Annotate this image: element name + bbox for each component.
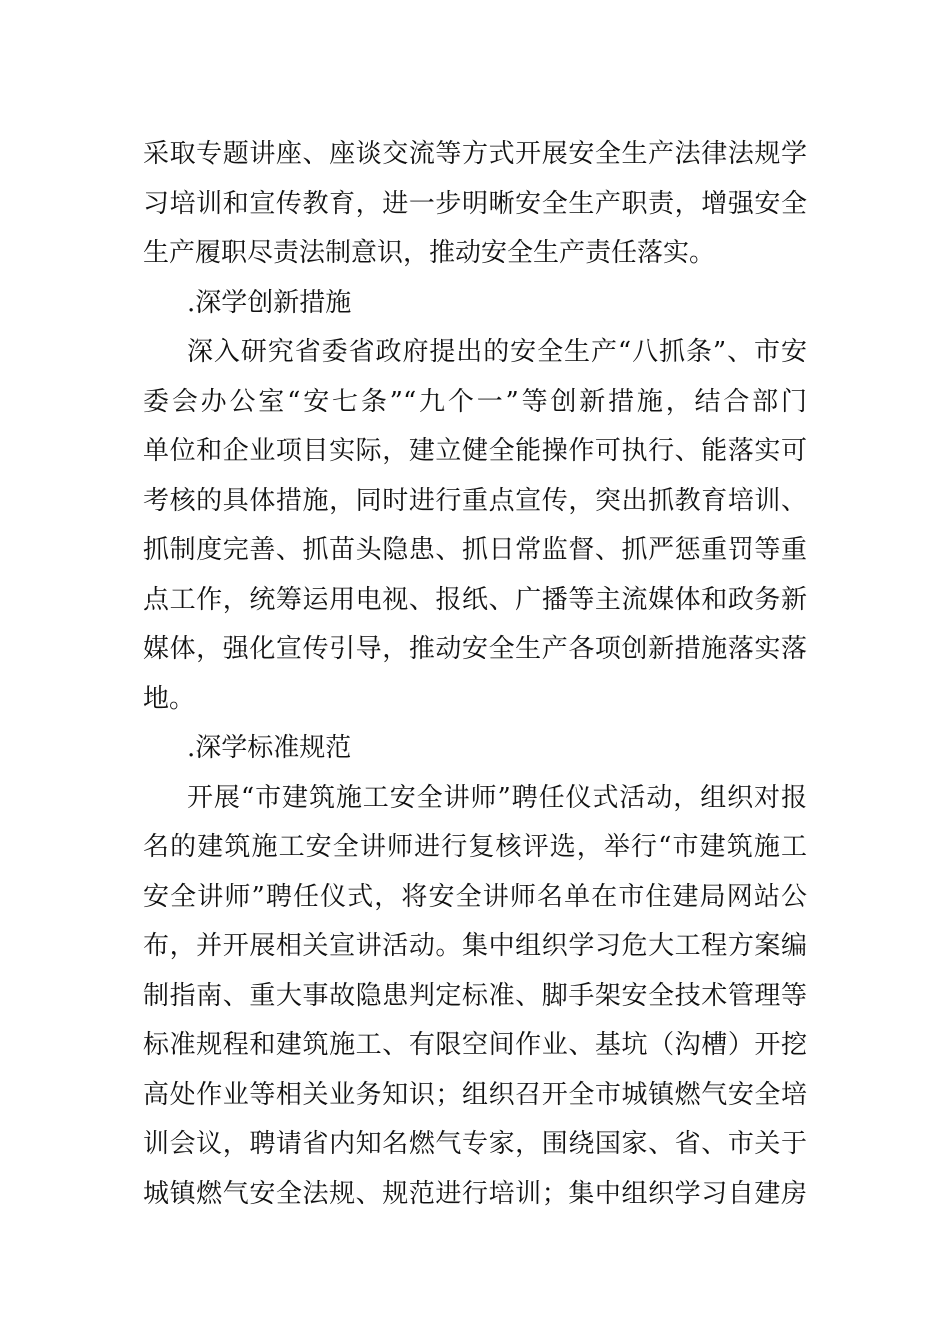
paragraph-line: 布，并开展相关宣讲活动。集中组织学习危大工程方案编 [143,931,807,961]
document-body [143,130,807,1219]
paragraph-line: 城镇燃气安全法规、规范进行培训；集中组织学习自建房 [143,1178,807,1209]
paragraph-line: 点工作，统筹运用电视、报纸、广播等主流媒体和政务新 [143,584,807,615]
paragraph-line: 单位和企业项目实际，建立健全能操作可执行、能落实可 [143,436,807,466]
paragraph-line: 考核的具体措施，同时进行重点宣传，突出抓教育培训、 [143,485,807,516]
section-heading-innovation: .深学创新措施 [187,287,352,318]
paragraph-line: 名的建筑施工安全讲师进行复核评选，举行“市建筑施工 [143,832,807,862]
paragraph-line: 地。 [143,683,196,714]
paragraph-line: 训会议，聘请省内知名燃气专家，围绕国家、省、市关于 [143,1129,807,1159]
paragraph-line: 深入研究省委省政府提出的安全生产“八抓条”、市安 [187,337,807,367]
paragraph-line: 委会办公室“安七条”“九个一”等创新措施，结合部门 [143,386,807,417]
paragraph-line: 开展“市建筑施工安全讲师”聘任仪式活动，组织对报 [187,782,807,813]
section-heading-standards: .深学标准规范 [187,733,352,763]
paragraph-line: 制指南、重大事故隐患判定标准、脚手架安全技术管理等 [143,980,807,1011]
paragraph-line: 采取专题讲座、座谈交流等方式开展安全生产法律法规学 [143,139,807,169]
paragraph-line: 媒体，强化宣传引导，推动安全生产各项创新措施落实落 [143,634,807,664]
paragraph-line: 标准规程和建筑施工、有限空间作业、基坑（沟槽）开挖 [143,1030,807,1060]
paragraph-line: 安全讲师”聘任仪式，将安全讲师名单在市住建局网站公 [143,881,807,912]
paragraph-line: 高处作业等相关业务知识；组织召开全市城镇燃气安全培 [143,1079,807,1110]
paragraph-line: 习培训和宣传教育，进一步明晰安全生产职责，增强安全 [143,188,807,219]
paragraph-line: 生产履职尽责法制意识，推动安全生产责任落实。 [143,238,716,268]
paragraph-line: 抓制度完善、抓苗头隐患、抓日常监督、抓严惩重罚等重 [143,535,807,565]
